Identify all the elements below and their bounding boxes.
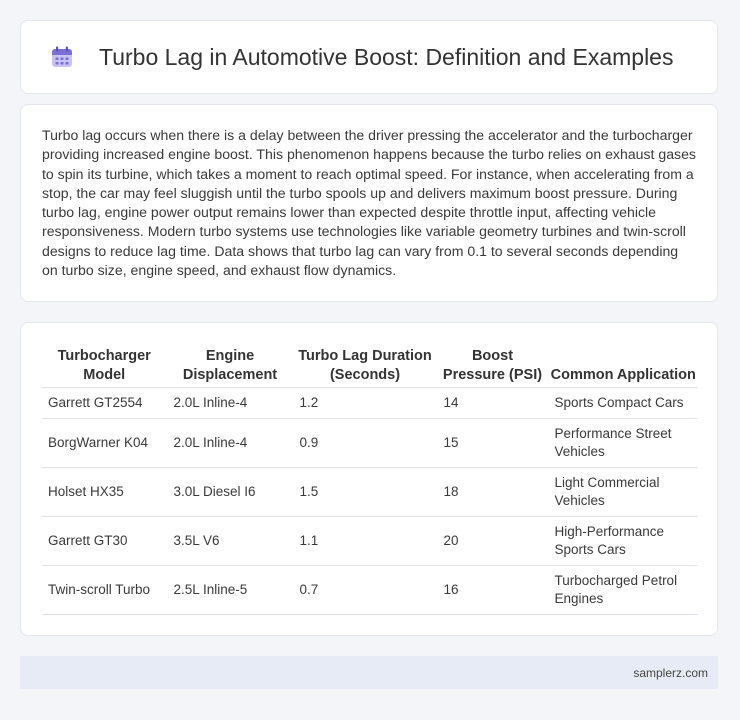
table-cell: 1.1 bbox=[293, 517, 437, 566]
table-cell: 2.5L Inline-5 bbox=[167, 566, 293, 615]
table-cell: 2.0L Inline-4 bbox=[167, 388, 293, 419]
table-cell: 3.0L Diesel I6 bbox=[167, 468, 293, 517]
table-cell: 14 bbox=[437, 388, 548, 419]
table-cell: 2.0L Inline-4 bbox=[167, 419, 293, 468]
table-row bbox=[42, 388, 698, 419]
table-cell: 0.9 bbox=[293, 419, 437, 468]
table-cell: 20 bbox=[437, 517, 548, 566]
page-title: Turbo Lag in Automotive Boost: Definition and Examples bbox=[99, 43, 674, 70]
table-header-row bbox=[42, 343, 698, 388]
description-card bbox=[20, 104, 718, 302]
table-cell: Sports Compact Cars bbox=[548, 388, 698, 419]
table-cell: 16 bbox=[437, 566, 548, 615]
footer bbox=[20, 656, 718, 689]
table-cell: 0.7 bbox=[293, 566, 437, 615]
table-cell: 18 bbox=[437, 468, 548, 517]
table-card bbox=[20, 322, 718, 636]
table-row bbox=[42, 468, 698, 517]
table-cell: Light Commercial Vehicles bbox=[548, 468, 698, 517]
table-cell: Garrett GT30 bbox=[42, 517, 167, 566]
table-cell: High-Performance Sports Cars bbox=[548, 517, 698, 566]
table-cell: 1.5 bbox=[293, 468, 437, 517]
table-row bbox=[42, 566, 698, 615]
table-cell: 1.2 bbox=[293, 388, 437, 419]
title-card bbox=[20, 20, 718, 94]
table-row bbox=[42, 419, 698, 468]
table-cell: Performance Street Vehicles bbox=[548, 419, 698, 468]
table-row bbox=[42, 517, 698, 566]
column-header: Turbocharger Model bbox=[42, 343, 167, 388]
table-cell: Twin-scroll Turbo bbox=[42, 566, 167, 615]
column-header: Turbo Lag Duration (Seconds) bbox=[293, 343, 437, 388]
turbo-table bbox=[42, 343, 698, 615]
calendar-icon bbox=[49, 44, 75, 70]
table-cell: 3.5L V6 bbox=[167, 517, 293, 566]
description-text: Turbo lag occurs when there is a delay between the driver pressing the accelerator and the turbocharger providing increased engine boost. This phenomenon happens because the turbo relies on exhaust gases to spin its turbine, which takes a moment to reach optimal speed. For instance, when accelerating from a stop, the car may feel sluggish until the turbo spools up and delivers maximum boost pressure. During turbo lag, engine power output remains lower than expected despite throttle input, affecting vehicle responsiveness. Modern turbo systems use technologies like variable geometry turbines and twin-scroll designs to reduce lag time. Data shows that turbo lag can vary from 0.1 to several seconds depending on turbo size, engine speed, and exhaust flow dynamics. bbox=[42, 127, 696, 279]
table-cell: 15 bbox=[437, 419, 548, 468]
footer-site-link[interactable]: samplerz.com bbox=[633, 665, 708, 680]
table-cell: Garrett GT2554 bbox=[42, 388, 167, 419]
column-header: Boost Pressure (PSI) bbox=[437, 343, 548, 388]
column-header: Common Application bbox=[548, 343, 698, 388]
table-cell: BorgWarner K04 bbox=[42, 419, 167, 468]
column-header: Engine Displacement bbox=[167, 343, 293, 388]
table-cell: Turbocharged Petrol Engines bbox=[548, 566, 698, 615]
table-cell: Holset HX35 bbox=[42, 468, 167, 517]
